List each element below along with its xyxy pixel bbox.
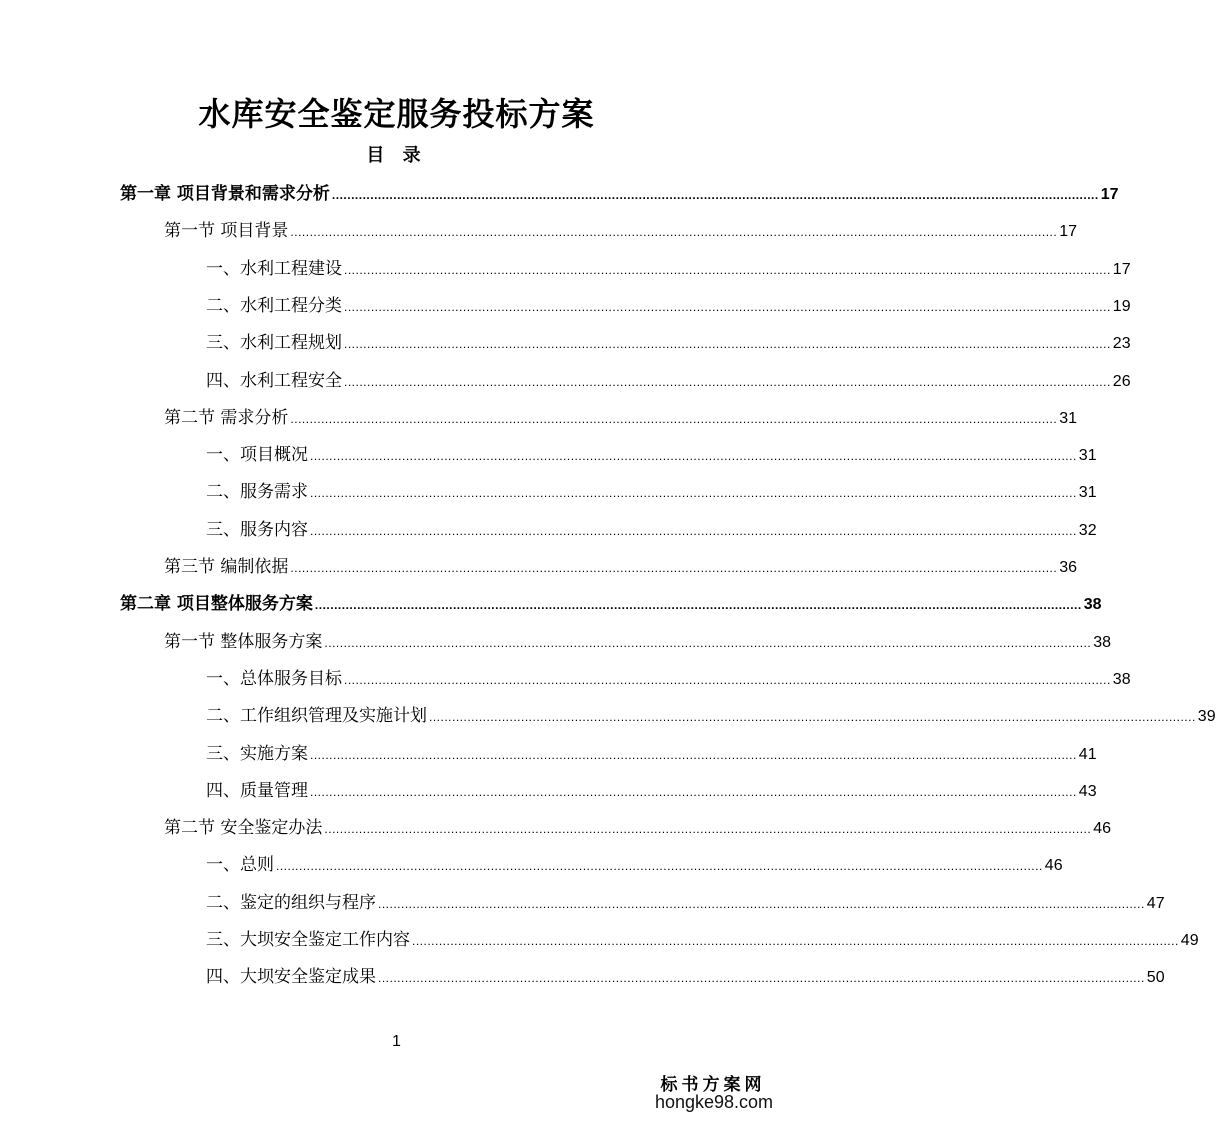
toc-entry[interactable] (206, 256, 1131, 282)
toc-entry-page: 23 (1112, 335, 1131, 352)
toc-dot-leader: ........................................................................................................................................................................................................ (429, 710, 1196, 724)
toc-entry-page: 39 (1197, 708, 1216, 725)
toc-dot-leader: ........................................................................................................................................................................................................ (276, 859, 1043, 873)
toc-dot-leader: ........................................................................................................................................................................................................ (310, 785, 1077, 799)
toc-entry-label: 二、工作组织管理及实施计划 (206, 706, 427, 726)
page-number: 1 (392, 1033, 401, 1050)
toc-dot-leader: ........................................................................................................................................................................................................ (378, 897, 1145, 911)
toc-entry[interactable] (206, 293, 1131, 319)
toc-entry-label: 一、总体服务目标 (206, 669, 342, 689)
toc-dot-leader: ........................................................................................................................................................................................................ (310, 486, 1077, 500)
toc-dot-leader: ........................................................................................................................................................................................................ (290, 225, 1058, 239)
toc-entry-page: 47 (1146, 895, 1165, 912)
toc-entry[interactable] (164, 629, 1111, 655)
toc-entry[interactable] (120, 181, 1119, 207)
toc-entry[interactable] (206, 927, 1199, 953)
toc-entry-page: 19 (1112, 298, 1131, 315)
toc-heading: 目 录 (366, 145, 427, 166)
toc-dot-leader: ........................................................................................................................................................................................................ (412, 934, 1179, 948)
toc-entry-page: 41 (1078, 746, 1097, 763)
toc-entry-label: 第一节 项目背景 (164, 221, 289, 241)
toc-entry-page: 32 (1078, 522, 1097, 539)
toc-entry[interactable] (164, 554, 1077, 580)
toc-dot-leader: ........................................................................................................................................................................................................ (310, 449, 1077, 463)
toc-entry-page: 17 (1112, 261, 1131, 278)
toc-entry[interactable] (206, 741, 1097, 767)
toc-dot-leader: ........................................................................................................................................................................................................ (314, 598, 1082, 612)
toc-entry-page: 17 (1059, 223, 1077, 240)
toc-entry[interactable] (206, 778, 1097, 804)
toc-entry[interactable] (120, 591, 1102, 617)
toc-dot-leader: ........................................................................................................................................................................................................ (310, 748, 1077, 762)
toc-dot-leader: ........................................................................................................................................................................................................ (324, 636, 1092, 650)
toc-entry-label: 三、服务内容 (206, 520, 308, 540)
toc-entry-page: 31 (1078, 484, 1097, 501)
toc-entry[interactable] (206, 703, 1216, 729)
toc-dot-leader: ........................................................................................................................................................................................................ (344, 375, 1111, 389)
watermark-site-name: 标书方案网 (660, 1075, 766, 1095)
toc-entry-page: 26 (1112, 373, 1131, 390)
toc-dot-leader: ........................................................................................................................................................................................................ (310, 524, 1077, 538)
toc-entry-label: 三、大坝安全鉴定工作内容 (206, 930, 410, 950)
toc-dot-leader: ........................................................................................................................................................................................................ (344, 300, 1111, 314)
toc-entry[interactable] (206, 666, 1131, 692)
toc-entry-label: 第一章 项目背景和需求分析 (120, 184, 330, 204)
toc-entry-page: 43 (1078, 783, 1097, 800)
toc-entry-label: 第二节 安全鉴定办法 (164, 818, 323, 838)
toc-entry[interactable] (206, 964, 1165, 990)
toc-entry-label: 一、总则 (206, 855, 274, 875)
toc-entry-label: 四、水利工程安全 (206, 371, 342, 391)
toc-entry-page: 17 (1100, 186, 1119, 203)
toc-entry-page: 38 (1112, 671, 1131, 688)
toc-entry-page: 36 (1059, 559, 1077, 576)
toc-entry-page: 49 (1180, 932, 1199, 949)
toc-entry-page: 46 (1093, 820, 1111, 837)
toc-entry-label: 第二章 项目整体服务方案 (120, 594, 313, 614)
toc-entry[interactable] (164, 815, 1111, 841)
toc-entry-page: 50 (1146, 969, 1165, 986)
toc-dot-leader: ........................................................................................................................................................................................................ (290, 561, 1058, 575)
toc-entry-label: 第一节 整体服务方案 (164, 632, 323, 652)
toc-entry-page: 46 (1044, 857, 1063, 874)
toc-dot-leader: ........................................................................................................................................................................................................ (378, 971, 1145, 985)
toc-entry[interactable] (206, 330, 1131, 356)
toc-dot-leader: ........................................................................................................................................................................................................ (290, 412, 1058, 426)
toc-entry-label: 三、实施方案 (206, 744, 308, 764)
toc-entry-page: 38 (1083, 596, 1102, 613)
toc-dot-leader: ........................................................................................................................................................................................................ (344, 673, 1111, 687)
toc-entry-label: 一、水利工程建设 (206, 259, 342, 279)
toc-entry-label: 二、水利工程分类 (206, 296, 342, 316)
toc-entry-label: 二、鉴定的组织与程序 (206, 893, 376, 913)
toc-entry-label: 四、质量管理 (206, 781, 308, 801)
toc-entry[interactable] (206, 852, 1063, 878)
toc-entry[interactable] (164, 405, 1077, 431)
watermark-url: hongke98.com (654, 1092, 774, 1112)
toc-entry-label: 第二节 需求分析 (164, 408, 289, 428)
toc-entry[interactable] (206, 479, 1097, 505)
toc-entry-page: 31 (1078, 447, 1097, 464)
toc-entry-label: 一、项目概况 (206, 445, 308, 465)
toc-dot-leader: ........................................................................................................................................................................................................ (344, 337, 1111, 351)
toc-entry[interactable] (206, 517, 1097, 543)
toc-entry[interactable] (206, 890, 1165, 916)
toc-entry[interactable] (206, 368, 1131, 394)
toc-entry-page: 38 (1093, 634, 1111, 651)
toc-entry-label: 二、服务需求 (206, 482, 308, 502)
toc-entry-label: 第三节 编制依据 (164, 557, 289, 577)
document-title: 水库安全鉴定服务投标方案 (198, 95, 595, 133)
toc-dot-leader: ........................................................................................................................................................................................................ (344, 263, 1111, 277)
toc-entry-page: 31 (1059, 410, 1077, 427)
toc-entry-label: 三、水利工程规划 (206, 333, 342, 353)
toc-dot-leader: ........................................................................................................................................................................................................ (331, 188, 1099, 202)
toc-entry-label: 四、大坝安全鉴定成果 (206, 967, 376, 987)
toc-entry[interactable] (164, 218, 1077, 244)
toc-entry[interactable] (206, 442, 1097, 468)
toc-dot-leader: ........................................................................................................................................................................................................ (324, 822, 1092, 836)
